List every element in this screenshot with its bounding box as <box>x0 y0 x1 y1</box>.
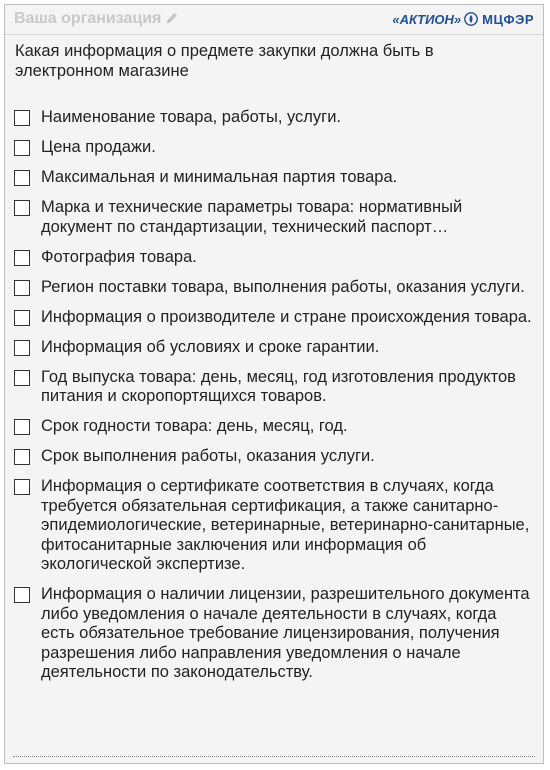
checkbox[interactable] <box>14 250 30 266</box>
checklist-item <box>13 338 533 358</box>
checklist-item <box>13 108 533 128</box>
checklist-item-label: Срок выполнения работы, оказания услуги. <box>41 447 375 465</box>
checklist-item-label: Информация о сертификате соответствия в случаях, когда требуется обязательная сертификация, а также санитарно-эпидемиологические, ветеринарные, ветеринарно-санитарные, фитосанитарные заключения или информация об экологической экспертизе. <box>41 477 530 573</box>
checklist-item-label: Год выпуска товара: день, месяц, год изготовления продуктов питания и скоропортящихся товаров. <box>41 367 516 405</box>
checkbox[interactable] <box>14 479 30 495</box>
checklist-item-label: Максимальная и минимальная партия товара. <box>41 168 398 186</box>
bottom-divider <box>13 756 535 757</box>
checklist-item-label: Наименование товара, работы, услуги. <box>41 108 342 126</box>
checklist-item <box>13 477 533 575</box>
checklist-item-label: Марка и технические параметры товара: нормативный документ по стандартизации, технический паспорт… <box>41 198 463 236</box>
checkbox[interactable] <box>14 110 30 126</box>
checklist-item-label: Информация о производителе и стране происхождения товара. <box>41 307 532 326</box>
checklist-item-label: Фотография товара. <box>41 247 197 266</box>
organization-name-placeholder: Ваша организация <box>14 10 162 27</box>
organization-name-field[interactable] <box>14 10 179 28</box>
checklist-item-label: Регион поставки товара, выполнения работы, оказания услуги. <box>41 277 525 296</box>
checklist-item-label: Информация о наличии лицензии, разрешительного документа либо уведомления о начале деятельности в случаях, когда есть обязательное требование лицензирования, получения разрешения либо направления уведомления о начале деятельности по законодательству. <box>41 585 530 681</box>
checkbox[interactable] <box>14 419 30 435</box>
checklist-item <box>13 368 533 407</box>
checklist-item <box>13 585 533 683</box>
checklist-item <box>13 248 533 268</box>
brand-logo <box>392 12 534 30</box>
checklist-item <box>13 168 533 188</box>
question-title: Какая информация о предмете закупки должна быть в электронном магазине <box>15 42 434 80</box>
checklist-item <box>13 138 533 158</box>
logo-mark-icon <box>464 12 478 26</box>
checkbox[interactable] <box>14 140 30 156</box>
checkbox[interactable] <box>14 449 30 465</box>
checklist-item-label: Срок годности товара: день, месяц, год. <box>41 417 348 435</box>
checklist-card <box>4 4 544 764</box>
card-header <box>5 5 543 35</box>
pencil-icon[interactable] <box>165 11 179 25</box>
checklist-item <box>13 278 533 298</box>
checklist-item <box>13 417 533 437</box>
checkbox[interactable] <box>14 170 30 186</box>
checkbox[interactable] <box>14 587 30 603</box>
checkbox[interactable] <box>14 200 30 216</box>
checklist-item <box>13 308 533 328</box>
checklist <box>13 108 533 693</box>
checkbox[interactable] <box>14 280 30 296</box>
checklist-item-label: Информация об условиях и сроке гарантии. <box>41 337 380 356</box>
checklist-item <box>13 447 533 467</box>
logo-brand-text: «АКТИОН» <box>392 12 462 27</box>
checklist-item <box>13 198 533 237</box>
checklist-item-label: Цена продажи. <box>41 138 156 156</box>
checkbox[interactable] <box>14 310 30 326</box>
logo-brand2-text: МЦФЭР <box>482 12 534 27</box>
checkbox[interactable] <box>14 340 30 356</box>
checkbox[interactable] <box>14 370 30 386</box>
